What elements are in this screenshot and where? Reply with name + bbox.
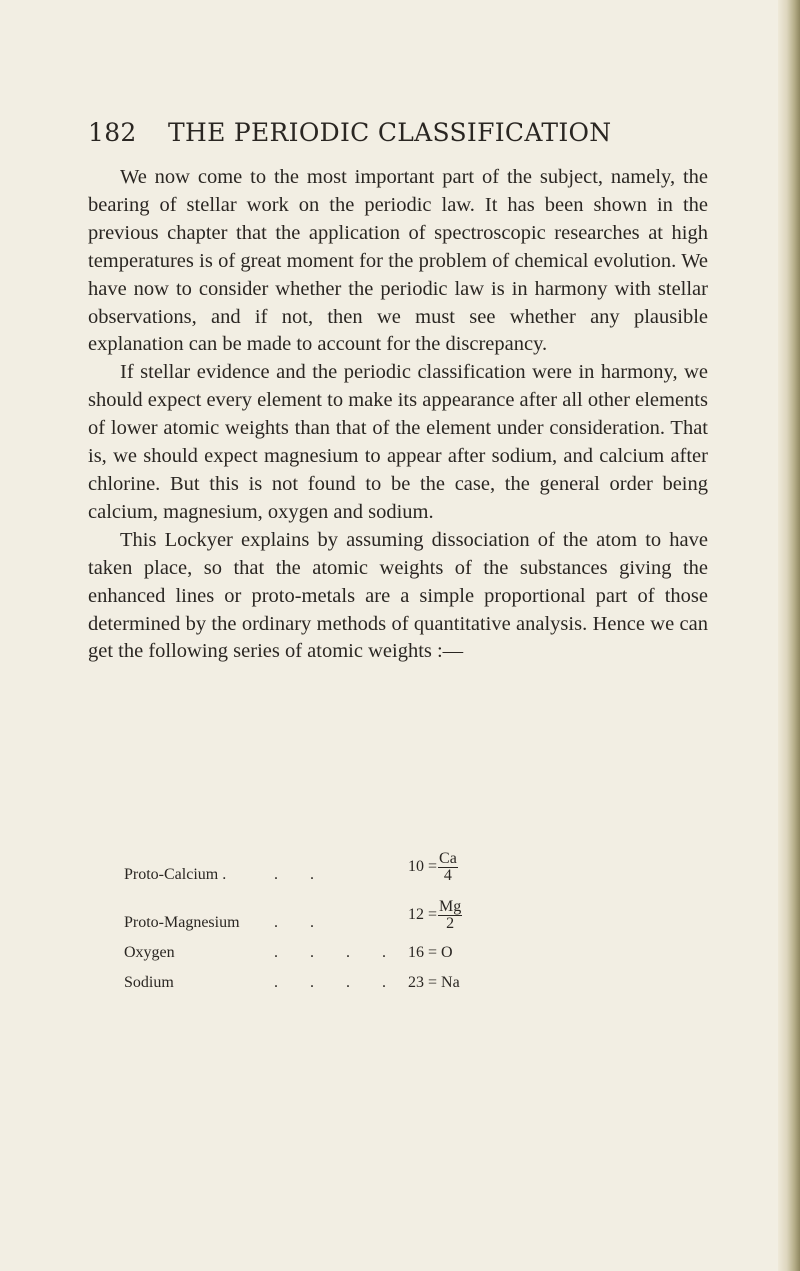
leader-dots: . . . . — [274, 974, 400, 991]
row-value: 16 = O — [408, 944, 453, 961]
value-text: 12 = — [408, 906, 438, 924]
atomic-weights-table — [124, 842, 644, 998]
row-value — [408, 851, 458, 884]
fraction-denominator: 4 — [443, 867, 452, 884]
table-row — [124, 938, 644, 968]
row-label: Proto-Magnesium — [124, 914, 240, 931]
page-edge — [778, 0, 800, 1271]
table-row — [124, 842, 644, 890]
chapter-title: THE PERIODIC CLASSIFICATION — [168, 118, 612, 147]
value-text: 10 = — [408, 858, 438, 876]
fraction-numerator: Mg — [439, 898, 462, 915]
fraction — [438, 899, 462, 932]
table-row — [124, 968, 644, 998]
running-head — [88, 118, 728, 147]
row-value: 23 = Na — [408, 974, 460, 991]
paragraph: This Lockyer explains by assuming dissociation of the atom to have taken place, so that the atomic weights of the substances giving the enhanced lines or proto-metals are a simple proportional part of those determined by the ordinary methods of quantitative analysis. Hence we can get the following series of atomic weights :— — [88, 528, 708, 663]
paragraph: We now come to the most important part of the subject, namely, the bearing of stellar work on the periodic law. It has been shown in the previous chapter that the application of spectroscopic researches at high temperatures is of great moment for the problem of chemical evolution. We have now to consider whether the periodic law is in harmony with stellar observations, and if not, then we must see whether any plausible explanation can be made to account for the discrepancy. — [88, 166, 708, 356]
leader-dots: . . — [274, 914, 328, 931]
body-text — [88, 164, 708, 666]
fraction-denominator: 2 — [446, 915, 455, 932]
row-label: Oxygen — [124, 944, 175, 961]
fraction-numerator: Ca — [439, 850, 457, 867]
leader-dots: . . — [274, 866, 328, 883]
page-number: 182 — [88, 118, 137, 147]
table-row — [124, 890, 644, 938]
fraction — [438, 851, 458, 884]
row-value — [408, 899, 462, 932]
paragraph: If stellar evidence and the periodic classification were in harmony, we should expect every element to make its appearance after all other elements of lower atomic weights than that of the element under consideration. That is, we should expect magnesium to appear after sodium, and calcium after chlorine. But this is not found to be the case, the general order being calcium, magnesium, oxygen and sodium. — [88, 361, 708, 523]
row-label: Sodium — [124, 974, 174, 991]
leader-dots: . . . . — [274, 944, 400, 961]
row-label: Proto-Calcium . — [124, 866, 227, 883]
